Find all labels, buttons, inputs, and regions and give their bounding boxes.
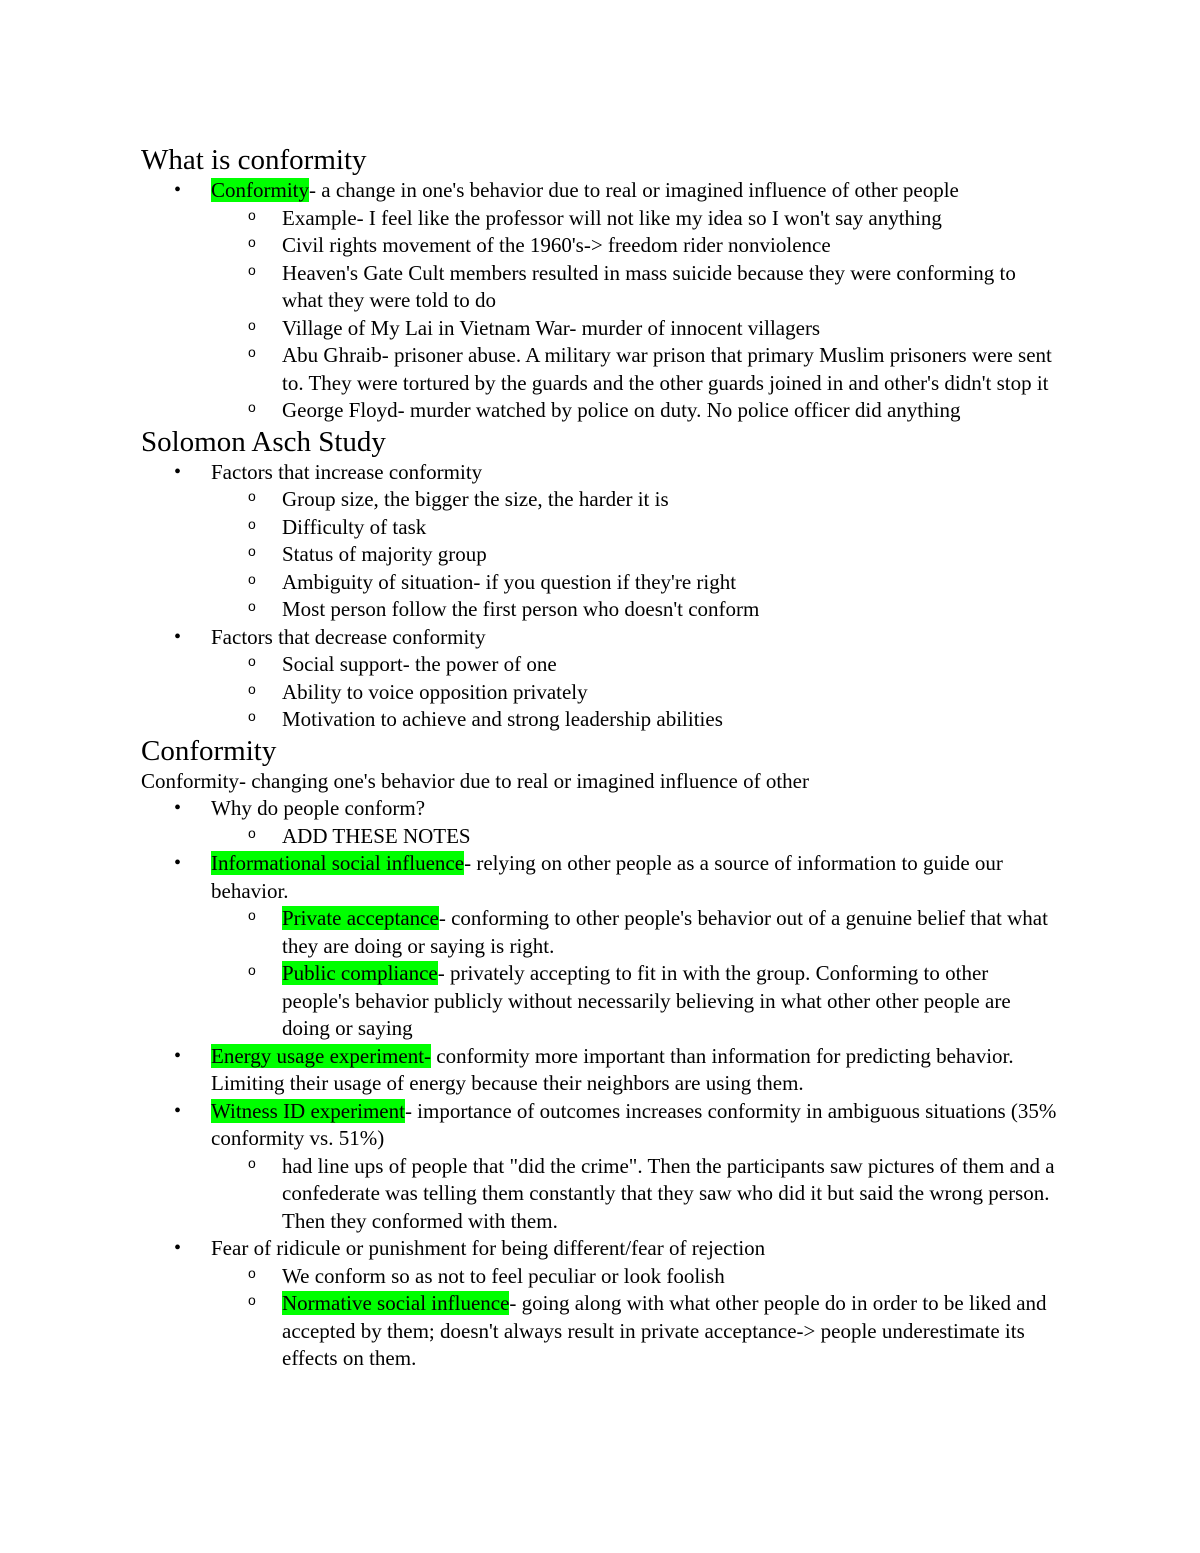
sub-list-item bbox=[211, 960, 1061, 1043]
document-page bbox=[141, 143, 1061, 1373]
sub-list-item: o had line ups of people that "did the crime". Then the participants saw pictures of them and a confederate was telling them constantly that they saw who did it but said the wrong person. Then they conformed with them. bbox=[211, 1153, 1061, 1236]
sub-list bbox=[211, 1263, 1061, 1373]
item-text: - going along with what other people do in order to be liked and accepted by them; doesn't always result in private acceptance-> people underestimate its effects on them. bbox=[282, 1291, 1047, 1370]
highlighted-term: Informational social influence bbox=[211, 851, 465, 875]
item-text: conformity more important than information for predicting behavior. Limiting their usage of energy because their neighbors are using them. bbox=[211, 1043, 1014, 1095]
sub-list-item: o Village of My Lai in Vietnam War- murder of innocent villagers bbox=[211, 315, 1061, 343]
highlighted-term: Conformity bbox=[211, 178, 309, 202]
list-conformity bbox=[141, 795, 1061, 1373]
item-text: Factors that increase conformity bbox=[211, 459, 483, 484]
item-text: - importance of outcomes increases conformity in ambiguous situations (35% conformity vs. 51%) bbox=[211, 1098, 1057, 1150]
sub-list-item bbox=[211, 1290, 1061, 1373]
sub-list bbox=[211, 486, 1061, 624]
item-text: - relying on other people as a source of information to guide our behavior. bbox=[211, 851, 1003, 903]
item-text: Factors that decrease conformity bbox=[211, 624, 486, 649]
highlighted-term: Public compliance bbox=[282, 961, 438, 985]
list-item bbox=[141, 459, 1061, 624]
sub-list bbox=[211, 651, 1061, 734]
list-item bbox=[141, 1098, 1061, 1236]
list-item bbox=[141, 177, 1061, 425]
sub-list-item: o Social support- the power of one bbox=[211, 651, 1061, 679]
sub-list bbox=[211, 905, 1061, 1043]
item-text: Fear of ridicule or punishment for being different/fear of rejection bbox=[211, 1236, 766, 1260]
sub-list-item bbox=[211, 905, 1061, 960]
sub-list-item: o Motivation to achieve and strong leadership abilities bbox=[211, 706, 1061, 734]
highlighted-term: Normative social influence bbox=[282, 1291, 510, 1315]
list-solomon-asch bbox=[141, 459, 1061, 734]
list-item bbox=[141, 1235, 1061, 1373]
sub-list bbox=[211, 1153, 1061, 1236]
list-item bbox=[141, 795, 1061, 850]
sub-list-item: o Abu Ghraib- prisoner abuse. A military war prison that primary Muslim prisoners were sent to. They were tortured by the guards and the other guards joined in and other's didn't stop it bbox=[211, 342, 1061, 397]
highlighted-term: Witness ID experiment bbox=[211, 1098, 405, 1123]
conformity-intro: Conformity- changing one's behavior due to real or imagined influence of other bbox=[141, 768, 809, 793]
sub-list-item: o ADD THESE NOTES bbox=[211, 823, 1061, 851]
highlighted-term: Private acceptance bbox=[282, 906, 439, 930]
sub-list bbox=[211, 205, 1061, 425]
sub-list-item: o Example- I feel like the professor will not like my idea so I won't say anything bbox=[211, 205, 1061, 233]
item-text: - privately accepting to fit in with the group. Conforming to other people's behavior publicly without necessarily believing in what other other people are doing or saying bbox=[282, 961, 1011, 1040]
sub-list bbox=[211, 823, 1061, 851]
sub-list-item: o Status of majority group bbox=[211, 541, 1061, 569]
item-text: Why do people conform? bbox=[211, 796, 426, 820]
item-text: - a change in one's behavior due to real or imagined influence of other people bbox=[309, 178, 959, 202]
list-what-is-conformity bbox=[141, 177, 1061, 425]
highlighted-term: Energy usage experiment- bbox=[211, 1043, 432, 1068]
item-text: - conforming to other people's behavior out of a genuine belief that what they are doing or saying is right. bbox=[282, 906, 1048, 958]
sub-list-item: o Heaven's Gate Cult members resulted in mass suicide because they were conforming to what they were told to do bbox=[211, 260, 1061, 315]
sub-list-item: o Ambiguity of situation- if you question if they're right bbox=[211, 569, 1061, 597]
heading-what-is-conformity: What is conformity bbox=[141, 144, 367, 176]
list-item bbox=[141, 1043, 1061, 1098]
sub-list-item: o Ability to voice opposition privately bbox=[211, 679, 1061, 707]
sub-list-item: o Difficulty of task bbox=[211, 514, 1061, 542]
sub-list-item: o Group size, the bigger the size, the harder it is bbox=[211, 486, 1061, 514]
heading-solomon-asch-study: Solomon Asch Study bbox=[141, 425, 386, 458]
list-item bbox=[141, 850, 1061, 1043]
sub-list-item: o George Floyd- murder watched by police on duty. No police officer did anything bbox=[211, 397, 1061, 425]
list-item bbox=[141, 624, 1061, 734]
sub-list-item: o Most person follow the first person who doesn't conform bbox=[211, 596, 1061, 624]
sub-list-item: o Civil rights movement of the 1960's-> freedom rider nonviolence bbox=[211, 232, 1061, 260]
heading-conformity: Conformity bbox=[141, 734, 277, 767]
sub-list-item: o We conform so as not to feel peculiar or look foolish bbox=[211, 1263, 1061, 1291]
